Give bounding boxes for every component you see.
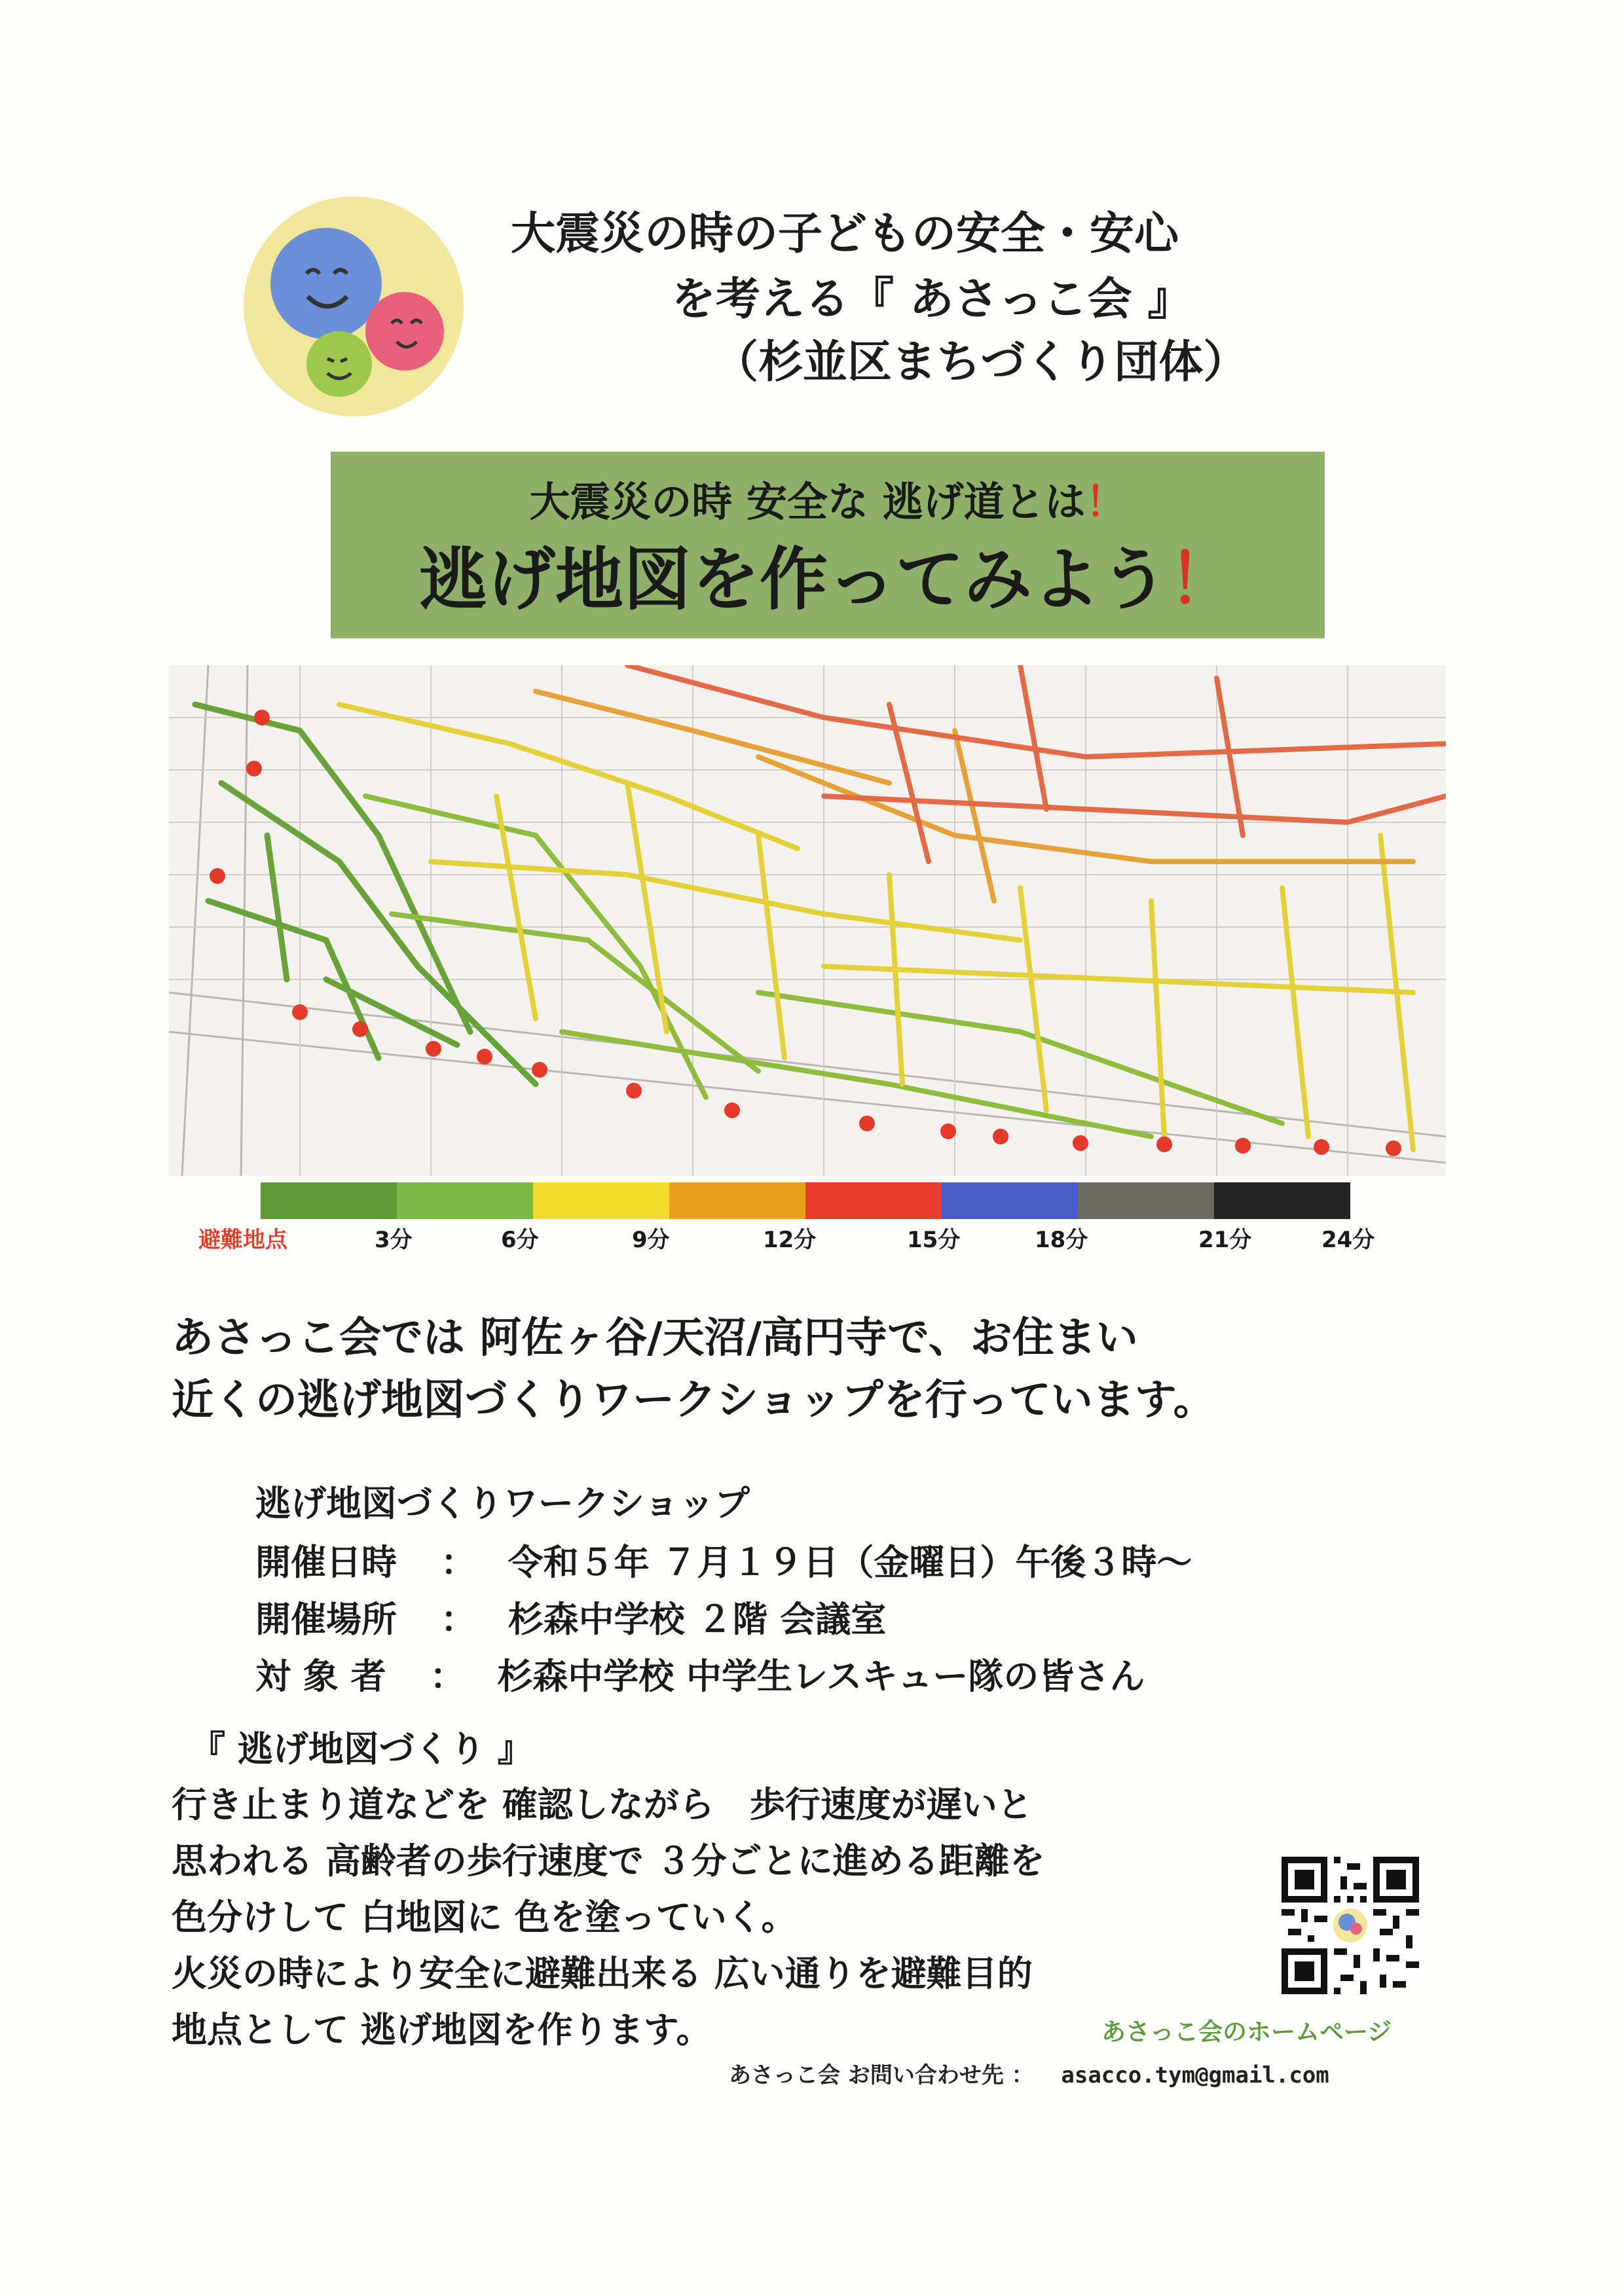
legend-swatch-4 bbox=[669, 1182, 805, 1219]
legend-swatch-3 bbox=[533, 1182, 669, 1219]
evacuation-map-image bbox=[169, 665, 1446, 1176]
exclamation-mark: ！ bbox=[1085, 478, 1126, 526]
description-line: 行き止まり道などを 確認しながら 歩行速度が遅いと bbox=[172, 1784, 1033, 1825]
description-line: 地点として 逃げ地図を作ります。 bbox=[172, 2009, 712, 2050]
date-label: 開催日時 bbox=[255, 1542, 397, 1583]
contact-line bbox=[729, 2061, 1329, 2090]
legend-label-origin: 避難地点 bbox=[198, 1227, 287, 1253]
legend-swatch-7 bbox=[1078, 1182, 1214, 1219]
banner-title: 逃げ地図を作ってみよう！ bbox=[418, 539, 1237, 619]
header-line-2: を考える『 あさっこ会 』 bbox=[671, 274, 1192, 325]
time-legend-bar bbox=[261, 1182, 1350, 1219]
separator: ： bbox=[440, 1542, 476, 1583]
legend-label-3: 3分 bbox=[375, 1227, 413, 1253]
legend-label-24: 24分 bbox=[1321, 1227, 1375, 1253]
homepage-label: あさっこ会のホームページ bbox=[1101, 2018, 1392, 2046]
legend-swatch-2 bbox=[397, 1182, 533, 1219]
legend-label-9: 9分 bbox=[632, 1227, 670, 1253]
intro-line-1: あさっこ会では 阿佐ヶ谷/天沼/高円寺で、お住まい bbox=[172, 1314, 1138, 1362]
description-heading: 『 逃げ地図づくり 』 bbox=[190, 1728, 533, 1770]
workshop-target-row bbox=[255, 1654, 1145, 1700]
separator: ： bbox=[430, 1656, 466, 1697]
description-line: 色分けして 白地図に 色を塗っていく。 bbox=[172, 1897, 797, 1938]
title-banner bbox=[331, 452, 1325, 638]
contact-email[interactable]: asacco.tym@gmail.com bbox=[1061, 2062, 1329, 2088]
asakko-logo bbox=[242, 195, 465, 418]
exclamation-mark: ！ bbox=[1168, 539, 1237, 619]
banner-subtitle: 大震災の時 安全な 逃げ道とは！ bbox=[529, 478, 1126, 526]
legend-label-21: 21分 bbox=[1198, 1227, 1252, 1253]
legend-swatch-6 bbox=[942, 1182, 1078, 1219]
target-value: 杉森中学校 中学生レスキュー隊の皆さん bbox=[497, 1656, 1145, 1697]
workshop-date-row bbox=[255, 1540, 1192, 1586]
homepage-qr-code[interactable] bbox=[1282, 1857, 1419, 1994]
workshop-place-row bbox=[255, 1597, 886, 1643]
description-line: 火災の時により安全に避難出来る 広い通りを避難目的 bbox=[172, 1953, 1033, 1994]
header-line-1: 大震災の時の子どもの安全・安心 bbox=[511, 208, 1179, 260]
intro-line-2: 近くの逃げ地図づくりワークショップを行っています。 bbox=[172, 1376, 1215, 1425]
legend-label-15: 15分 bbox=[907, 1227, 961, 1253]
legend-swatch-8 bbox=[1214, 1182, 1350, 1219]
legend-label-6: 6分 bbox=[501, 1227, 539, 1253]
header-line-3: （杉並区まちづくり団体） bbox=[714, 337, 1248, 388]
legend-label-18: 18分 bbox=[1035, 1227, 1088, 1253]
target-label: 対 象 者 bbox=[255, 1656, 386, 1697]
place-value: 杉森中学校 ２階 会議室 bbox=[507, 1599, 887, 1640]
place-label: 開催場所 bbox=[255, 1599, 397, 1640]
workshop-title: 逃げ地図づくりワークショップ bbox=[255, 1483, 750, 1524]
legend-swatch-1 bbox=[261, 1182, 397, 1219]
contact-prefix: あさっこ会 お問い合わせ先 ： bbox=[729, 2062, 1034, 2088]
date-value: 令和５年 ７月１９日（金曜日）午後３時～ bbox=[507, 1542, 1192, 1583]
description-line: 思われる 高齢者の歩行速度で ３分ごとに進める距離を bbox=[172, 1840, 1045, 1882]
legend-label-12: 12分 bbox=[763, 1227, 817, 1253]
legend-swatch-5 bbox=[805, 1182, 942, 1219]
separator: ： bbox=[440, 1599, 476, 1640]
